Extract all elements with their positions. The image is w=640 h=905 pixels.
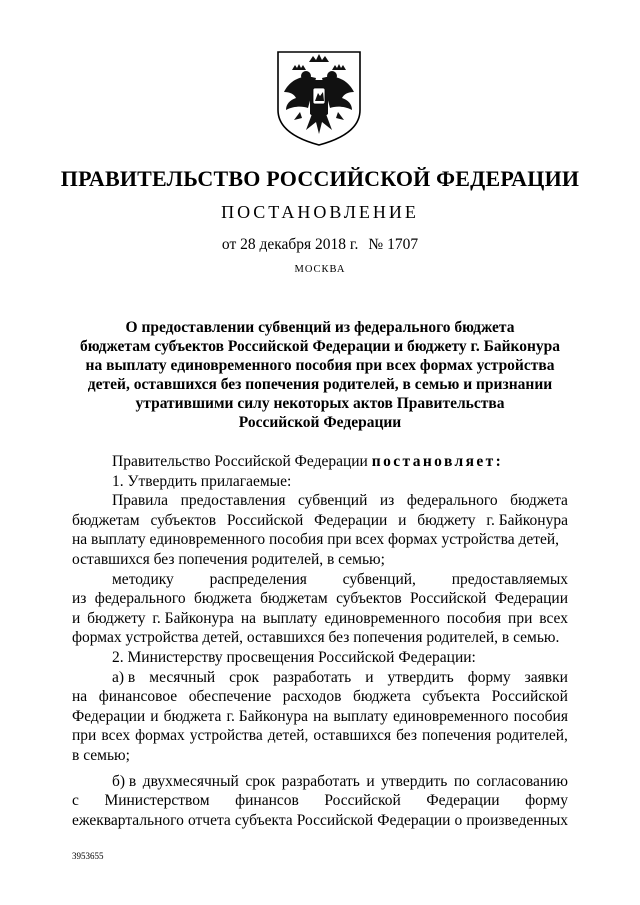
word: форму	[525, 792, 568, 810]
word: и	[366, 772, 375, 790]
word: а) в	[112, 668, 136, 686]
word: пособия	[446, 609, 502, 627]
word: утвердить	[381, 772, 448, 790]
paragraph-1: 1. Утвердить прилагаемые:	[112, 472, 292, 490]
method-line-2	[72, 589, 568, 609]
word: из	[72, 590, 87, 608]
word: на	[313, 707, 329, 725]
word: оставшихся	[313, 727, 392, 745]
word: о	[454, 811, 463, 829]
word: г. Байконура	[152, 609, 234, 627]
word: и	[150, 707, 159, 725]
document-date: от 28 декабря 2018 г.	[221, 236, 359, 253]
city: МОСКВА	[294, 264, 346, 275]
word: разработать	[281, 772, 360, 790]
word: двухмесячный	[142, 772, 239, 790]
word: Федерации	[426, 792, 500, 810]
word: субъекта	[234, 811, 293, 829]
date-number-line	[0, 236, 640, 254]
heading-line: О предоставлении субвенций из федерального бюджета	[125, 319, 515, 336]
word: единовременного	[324, 609, 440, 627]
word: Российской	[324, 792, 401, 810]
word: Федерации	[314, 511, 388, 529]
word: бюджета	[163, 707, 222, 725]
word: субвенций,	[342, 570, 416, 588]
document-number: № 1707	[368, 236, 419, 253]
word: г. Байконура	[486, 511, 568, 529]
heading-line: бюджетам субъектов Российской Федерации и бюджету г. Байконура	[79, 338, 561, 355]
word: и	[72, 609, 81, 627]
word: Федерации	[494, 590, 568, 608]
document-body	[72, 452, 568, 830]
resolves-word: постановляет:	[371, 453, 504, 470]
word: бюджету	[417, 511, 476, 529]
word: срок	[229, 668, 260, 686]
word: форму	[467, 668, 511, 686]
word: предоставления	[180, 492, 286, 510]
rules-line-4: оставшихся без попечения родителей, в семью;	[72, 550, 385, 568]
word: на	[72, 688, 88, 706]
word: выплату	[333, 707, 388, 725]
document-code: 3953655	[72, 851, 104, 861]
word: без	[396, 727, 417, 745]
word: при	[508, 609, 533, 627]
word: детей,	[267, 727, 309, 745]
word: бюджета	[193, 590, 252, 608]
word: произведенных	[466, 811, 568, 829]
word: расходов	[282, 688, 342, 706]
word: согласованию	[476, 772, 568, 790]
item-a-line-5: в семью;	[72, 746, 130, 764]
intro-paragraph	[72, 452, 568, 472]
word: финансовое	[98, 688, 178, 706]
paragraph-2: 2. Министерству просвещения Российской Федерации:	[112, 648, 476, 666]
word: Правила	[112, 492, 169, 510]
word: бюджетам	[72, 511, 140, 529]
item-b-line-3	[72, 811, 568, 831]
word: Российской	[226, 511, 304, 529]
word: заявки	[524, 668, 568, 686]
word: бюджетам	[260, 590, 328, 608]
word: ежеквартального	[72, 811, 184, 829]
word: месячный	[149, 668, 216, 686]
word: срок	[245, 772, 276, 790]
word: субъекта	[422, 688, 481, 706]
heading-line: утратившими силу некоторых актов Правительства	[135, 395, 505, 412]
word: пособия	[513, 707, 568, 725]
document-type: ПОСТАНОВЛЕНИЕ	[221, 202, 419, 222]
word: методику	[112, 570, 174, 588]
word: Российской	[296, 811, 374, 829]
word: бюджету	[87, 609, 146, 627]
heading-line: Российской Федерации	[238, 414, 402, 431]
word: г. Байконура	[226, 707, 309, 725]
word: субъектов	[336, 590, 402, 608]
method-line-4: формах устройства детей, оставшихся без попечения родителей, в семью.	[72, 629, 560, 647]
word: Федерации	[72, 707, 146, 725]
word: обеспечение	[188, 688, 272, 706]
word: отчета	[187, 811, 231, 829]
rules-line-1	[72, 491, 568, 511]
word: формах	[135, 727, 185, 745]
heading-line: детей, оставшихся без попечения родителей, в семью и признании	[87, 376, 553, 393]
word: устройства	[189, 727, 263, 745]
word: родителей,	[496, 727, 568, 745]
document-heading	[72, 318, 568, 432]
word: при	[72, 727, 97, 745]
rules-line-2	[72, 511, 568, 531]
word: и	[365, 668, 374, 686]
word: бюджета	[352, 688, 411, 706]
word: федерального	[94, 590, 186, 608]
method-line-3	[72, 609, 568, 629]
word: из	[379, 492, 395, 510]
word: разработать	[273, 668, 352, 686]
word: и	[398, 511, 407, 529]
item-a-line-4	[72, 726, 568, 746]
heading-line: на выплату единовременного пособия при всех формах устройства	[85, 357, 555, 374]
word: федерального	[406, 492, 498, 510]
word: субъектов	[150, 511, 217, 529]
word: на	[240, 609, 256, 627]
word: Российской	[491, 688, 568, 706]
item-b-line-1	[72, 772, 568, 792]
item-b-line-2	[72, 791, 568, 811]
word: всех	[539, 609, 568, 627]
word: б) в	[112, 772, 137, 790]
coat-of-arms-emblem	[272, 48, 366, 148]
word: Федерации	[377, 811, 451, 829]
word: распределения	[209, 570, 307, 588]
word: по	[453, 772, 470, 790]
item-a-line-2	[72, 687, 568, 707]
word: предоставляемых	[451, 570, 568, 588]
word: Министерством	[104, 792, 210, 810]
government-title: ПРАВИТЕЛЬСТВО РОССИЙСКОЙ ФЕДЕРАЦИИ	[60, 166, 580, 191]
word: с	[72, 792, 79, 810]
word: выплату	[262, 609, 318, 627]
rules-line-3: на выплату единовременного пособия при всех формах устройства детей,	[72, 531, 560, 549]
word: субвенций	[297, 492, 368, 510]
word: бюджета	[510, 492, 568, 510]
word: единовременного	[392, 707, 509, 725]
method-line-1	[72, 570, 568, 590]
word: всех	[101, 727, 131, 745]
intro-text: Правительство Российской Федерации	[112, 453, 368, 470]
word: Российской	[410, 590, 487, 608]
item-a-line-1	[72, 668, 568, 688]
item-a-line-3	[72, 707, 568, 727]
word: попечения	[421, 727, 492, 745]
word: финансов	[235, 792, 299, 810]
word: утвердить	[387, 668, 454, 686]
